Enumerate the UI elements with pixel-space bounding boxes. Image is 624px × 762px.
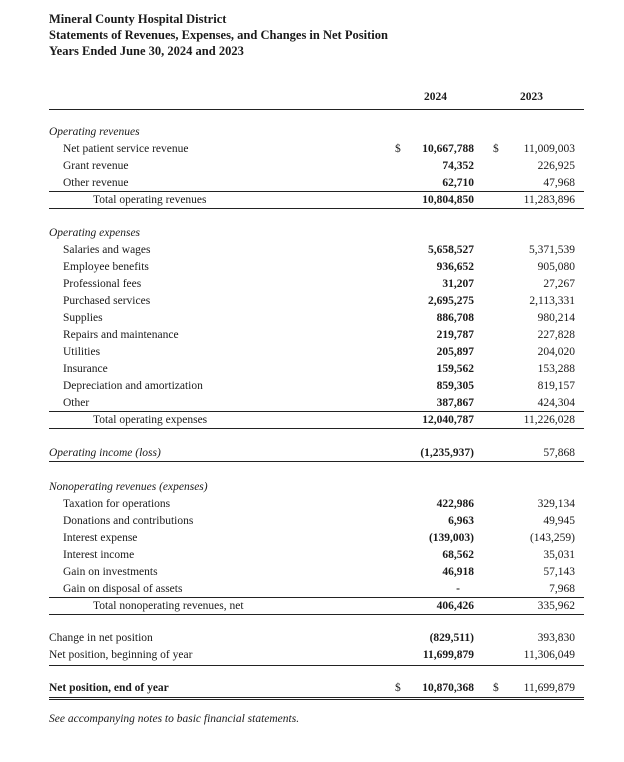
table-row: Taxation for operations 422,986 329,134 — [63, 498, 575, 510]
table-row: Repairs and maintenance 219,787 227,828 — [63, 329, 575, 341]
ending-rule-2 — [49, 699, 584, 700]
section-title-operating-expenses: Operating expenses — [49, 227, 141, 239]
table-row: Employee benefits 936,652 905,080 — [63, 261, 575, 273]
header-rule — [49, 109, 584, 110]
table-row: Interest expense (139,003) (143,259) — [63, 532, 575, 544]
footnote: See accompanying notes to basic financial statements. — [49, 713, 300, 725]
beginning-row: Net position, beginning of year 11,699,879 11,306,049 — [49, 649, 575, 661]
table-row: Supplies 886,708 980,214 — [63, 312, 575, 324]
section-title-operating-revenues: Operating revenues — [49, 126, 140, 138]
table-row: Net patient service revenue $ 10,667,788 $ 11,009,003 — [63, 143, 575, 155]
table-row: Gain on disposal of assets - 7,968 — [63, 583, 575, 595]
operating-income-row: Operating income (loss) (1,235,937) 57,868 — [49, 447, 575, 459]
total-row: Total operating expenses 12,040,787 11,226,028 — [93, 414, 575, 426]
change-row: Change in net position (829,511) 393,830 — [49, 632, 575, 644]
section-title-nonoperating: Nonoperating revenues (expenses) — [49, 481, 208, 493]
column-header-2024: 2024 — [424, 91, 447, 103]
operating-income-rule — [49, 461, 584, 462]
org-name: Mineral County Hospital District — [49, 12, 227, 26]
beginning-rule — [49, 665, 584, 666]
table-row: Utilities 205,897 204,020 — [63, 346, 575, 358]
total-row: Total nonoperating revenues, net 406,426 335,962 — [93, 600, 575, 612]
table-row: Depreciation and amortization 859,305 819,157 — [63, 380, 575, 392]
total-rule — [49, 614, 584, 615]
table-row: Other revenue 62,710 47,968 — [63, 177, 575, 189]
ending-rule-1 — [49, 697, 584, 698]
table-row: Purchased services 2,695,275 2,113,331 — [63, 295, 575, 307]
table-row: Insurance 159,562 153,288 — [63, 363, 575, 375]
statement-period: Years Ended June 30, 2024 and 2023 — [49, 44, 244, 58]
table-row: Gain on investments 46,918 57,143 — [63, 566, 575, 578]
table-row: Donations and contributions 6,963 49,945 — [63, 515, 575, 527]
ending-row: Net position, end of year $ 10,870,368 $ 11,699,879 — [49, 682, 575, 694]
table-row: Professional fees 31,207 27,267 — [63, 278, 575, 290]
total-rule — [49, 428, 584, 429]
column-header-2023: 2023 — [520, 91, 543, 103]
statement-title: Statements of Revenues, Expenses, and Changes in Net Position — [49, 28, 388, 42]
total-row: Total operating revenues 10,804,850 11,283,896 — [93, 194, 575, 206]
table-row: Interest income 68,562 35,031 — [63, 549, 575, 561]
table-row: Salaries and wages 5,658,527 5,371,539 — [63, 244, 575, 256]
table-row: Grant revenue 74,352 226,925 — [63, 160, 575, 172]
table-row: Other 387,867 424,304 — [63, 397, 575, 409]
total-rule — [49, 208, 584, 209]
